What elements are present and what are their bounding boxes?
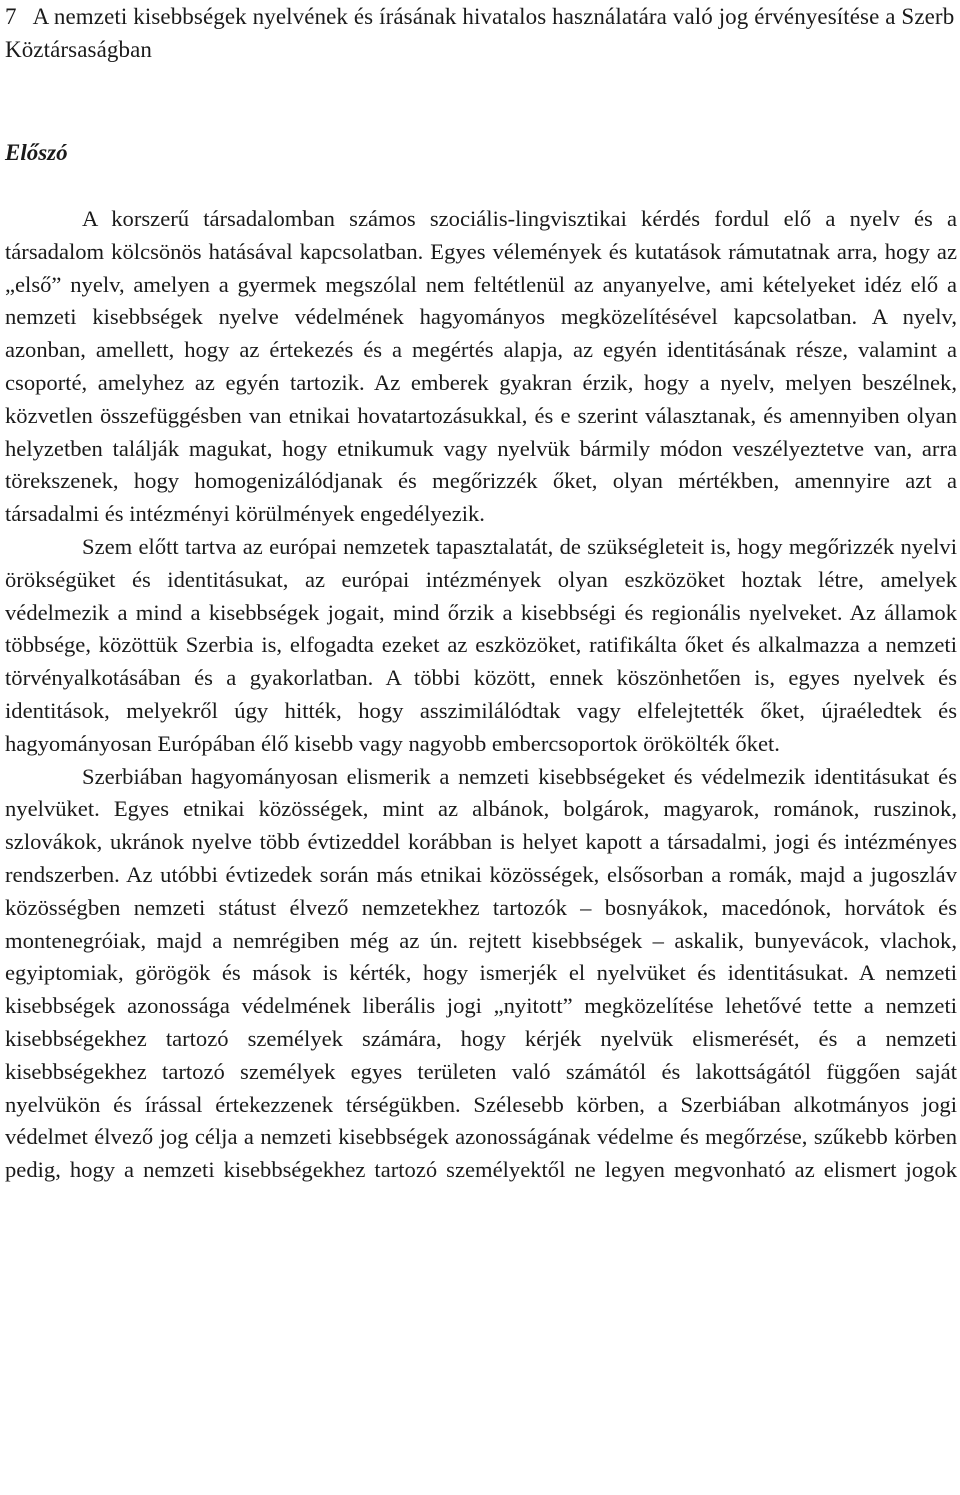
section-title: Előszó: [5, 140, 68, 165]
paragraph: Szerbiában hagyományosan elismerik a nemzeti kisebbségeket és védelmezik identitásukat és nyelvüket. Egyes etnikai közösségek, mint az albánok, bolgárok, magyarok, románok, ruszinok, szlovákok, ukránok nyelve több évtizeddel korábban is helyet kapott a társadalmi, jogi és intézményes rendszerben. Az utóbbi évtizedek során más etnikai közösségek, elsősorban a romák, majd a jugoszláv közösségben nemzeti státust élvező nemzetekhez tartozók – bosnyákok, macedónok, horvátok és montenegróiak, majd a nemrégiben még az ún. rejtett kisebbségek – askalik, bunyevácok, vlachok, egyiptomiak, görögök és mások is kérték, hogy ismerjék el nyelvüket és identitásukat. A nemzeti kisebbségek azonossága védelmének liberális jogi „nyitott” megközelítése lehetővé tette a nemzeti kisebbségekhez tartozó személyek számára, hogy kérjék nyelvük elismerését, és a nemzeti kisebbségekhez tartozó személyek egyes területen való számától és lakottságától függően saját nyelvükön és írással értekezzenek térségükben. Szélesebb körben, a Szerbiában alkotmányos jogi védelmet élvező jog célja a nemzeti kisebbségek azonosságának védelme és megőrzése, szűkebb körben pedig, hogy a nemzeti kisebbségekhez tartozó személyektől ne legyen megvonható az elismert jogok: [5, 763, 957, 1183]
paragraph: A korszerű társadalomban számos szociális-lingvisztikai kérdés fordul elő a nyelv és a társadalom kölcsönös hatásával kapcsolatban. Egyes vélemények és kutatások rámutatnak arra, hogy az „első” nyelv, amelyen a gyermek megszólal nem feltétlenül az anyanyelve, ami kételyeket idéz elő a nemzeti kisebbségek nyelve védelmének hagyományos megközelítésével kapcsolatban. A nyelv, azonban, amellett, hogy az értekezés és a megértés alapja, az egyén identitásának része, valamint a csoporté, amelyhez az egyén tartozik. Az emberek gyakran érzik, hogy a nyelv, melyen beszélnek, közvetlen összefüggésben van etnikai hovatartozásukkal, és e szerint választanak, és amennyiben olyan helyzetben találják magukat, hogy etnikumuk vagy nyelvük bármily módon veszélyeztetve van, arra törekszenek, hogy homogenizálódjanak és megőrizzék őket, olyan mértékben, amennyire azt a társadalmi és intézményi körülmények engedélyezik.: [5, 206, 957, 527]
page-number: 7: [5, 4, 17, 29]
running-header-title: A nemzeti kisebbségek nyelvének és írásának hivatalos használatára való jog érvényesítése a Szerb Köztársaságban: [5, 4, 955, 62]
document-page: [5, 0, 957, 1183]
running-header: [5, 0, 957, 66]
body-text: [5, 203, 957, 1187]
paragraph: Szem előtt tartva az európai nemzetek tapasztalatát, de szükségleteit is, hogy megőrizzék nyelvi örökségüket és identitásukat, az európai intézmények olyan eszközöket hoztak létre, amelyek védelmezik a mind a kisebbségek jogait, mind őrzik a kisebbségi és regionális nyelveket. Az államok többsége, közöttük Szerbia is, elfogadta ezeket az eszközöket, ratifikálta őket és alkalmazza a nemzeti törvényalkotásában és a gyakorlatban. A többi között, ennek köszönhetően is, egyes nyelvek és identitások, melyekről úgy hitték, hogy asszimilálódtak vagy elfelejtették őket, újraéledtek és hagyományosan Európában élő kisebb vagy nagyobb embercsoportok örökölték őket.: [5, 533, 957, 756]
